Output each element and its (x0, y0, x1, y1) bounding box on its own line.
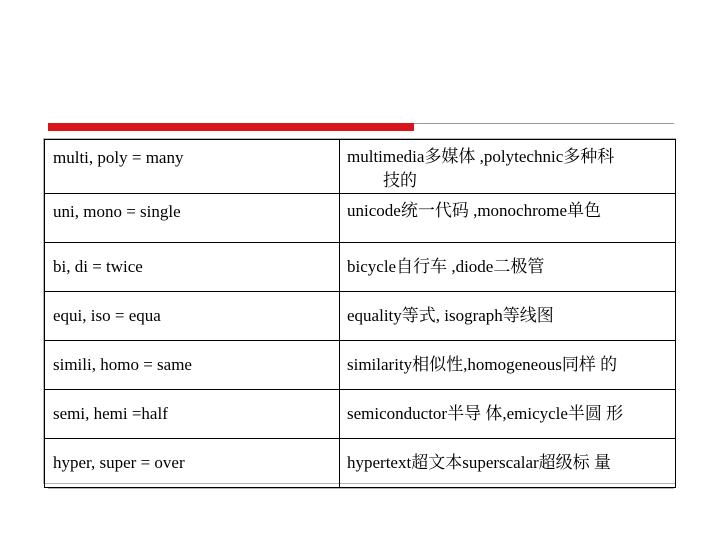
root-text: simili, homo = same (53, 355, 192, 374)
root-cell (45, 292, 340, 341)
example-cell (340, 194, 676, 243)
table-row (45, 390, 676, 439)
example-text-line2: 技的 (383, 171, 417, 190)
root-cell (45, 390, 340, 439)
example-cell (340, 390, 676, 439)
table-row (45, 140, 676, 194)
root-cell (45, 439, 340, 488)
title-rule (414, 123, 674, 124)
table-row (45, 194, 676, 243)
example-text: hypertext超文本superscalar超级标 量 (347, 453, 611, 472)
example-cell (340, 439, 676, 488)
example-text: similarity相似性,homogeneous同样 的 (347, 355, 618, 374)
example-text: bicycle自行车 ,diode二极管 (347, 257, 545, 276)
table-row (45, 439, 676, 488)
title-accent-bar (48, 123, 414, 131)
example-text: semiconductor半导 体,emicycle半圆 形 (347, 404, 624, 423)
root-cell (45, 140, 340, 194)
root-cell (45, 341, 340, 390)
root-cell (45, 194, 340, 243)
example-text (347, 140, 675, 193)
table-row (45, 341, 676, 390)
root-text: bi, di = twice (53, 257, 143, 276)
root-cell (45, 243, 340, 292)
root-text: uni, mono = single (53, 202, 181, 221)
root-text: equi, iso = equa (53, 306, 161, 325)
example-cell (340, 243, 676, 292)
example-cell (340, 140, 676, 194)
table-row (45, 243, 676, 292)
root-text: semi, hemi =half (53, 404, 168, 423)
root-text: hyper, super = over (53, 453, 185, 472)
table-row (45, 292, 676, 341)
example-text: unicode统一代码 ,monochrome单色 (347, 201, 602, 220)
example-text-line1: multimedia多媒体 ,polytechnic多种科 (347, 147, 615, 166)
root-text: multi, poly = many (53, 148, 184, 167)
example-cell (340, 292, 676, 341)
example-text: equality等式, isograph等线图 (347, 306, 554, 325)
bottom-rule (48, 488, 674, 489)
vocabulary-table (44, 139, 676, 488)
example-cell (340, 341, 676, 390)
